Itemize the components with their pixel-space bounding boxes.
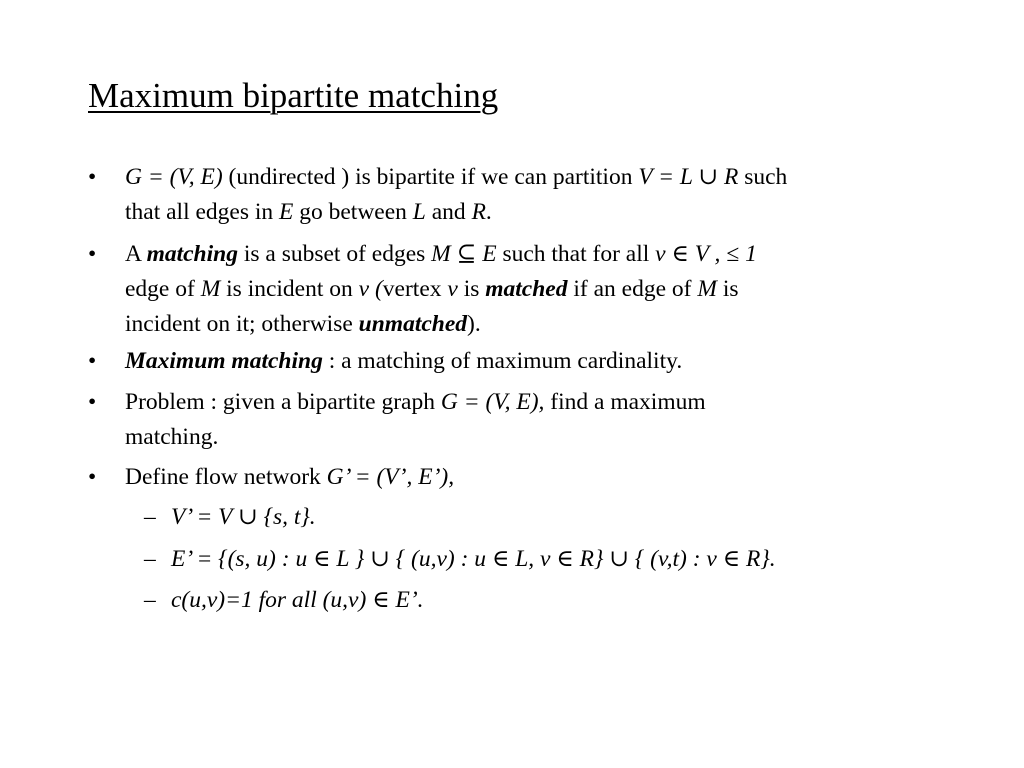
math-expression: v [447,276,458,302]
bullet-marker: • [88,348,97,374]
math-expression: L, v [509,546,557,572]
bullet-text [171,542,951,577]
text-run: ∈ [671,241,689,267]
bullet-text [125,385,935,455]
text-run: is incident on [220,276,359,302]
dash-marker: – [144,546,156,572]
text-run: ∈ [372,587,390,613]
text-run: is a subset of edges [237,241,432,267]
text-run: : a matching of maximum cardinality. [322,348,683,374]
math-expression: G’ = (V’, E’), [326,464,455,490]
text-line [125,420,935,455]
text-line [171,542,951,577]
text-line [125,344,935,379]
bullet-text [125,344,935,379]
math-expression: {s, t}. [257,504,316,530]
text-line [171,583,951,618]
text-line [125,160,935,195]
math-expression: v [655,241,672,267]
math-expression: { (v,t) : v [628,546,723,572]
text-run: ∪ [609,546,629,572]
text-run: is [457,276,486,302]
math-expression: M [697,276,717,302]
bullet-text [125,160,935,230]
bullet-text [125,237,935,342]
math-expression: { (u,v) : u [389,546,492,572]
bullet-marker: • [88,241,97,267]
math-expression: R [471,199,486,225]
math-expression: M [431,241,457,267]
text-line [125,460,935,495]
math-expression: E [476,241,497,267]
text-run: Define flow network [125,464,327,490]
emphasis-term: Maximum matching [125,348,323,374]
math-expression: V’ = V [171,504,238,530]
bullet-text [171,583,951,618]
emphasis-term: matched [485,276,568,302]
text-line [125,272,935,307]
text-run: A [125,241,147,267]
math-expression: R} [573,546,610,572]
text-run: and [425,199,472,225]
text-run: incident on it; otherwise [125,311,359,337]
text-run: Problem : given a bipartite graph [125,389,441,415]
math-expression: G = (V, E), [440,389,545,415]
text-run: ∈ [722,546,741,572]
text-run: edge of [125,276,201,302]
text-line [125,195,935,230]
text-run: ∪ [238,504,258,530]
math-expression: L } [330,546,371,572]
text-run: if an edge of [567,276,698,302]
text-line [125,307,935,342]
bullet-marker: • [88,464,97,490]
math-expression: V = L [638,164,699,190]
text-run: ∈ [491,546,510,572]
text-run: ∈ [556,546,574,572]
text-run: that all edges in [125,199,280,225]
math-expression: R}. [740,546,776,572]
text-line [125,385,935,420]
emphasis-term: unmatched [358,311,468,337]
text-run: ∈ [313,546,331,572]
math-expression: L [412,199,426,225]
bullet-text [171,500,951,535]
text-run: find a maximum [544,389,706,415]
text-run: such that for all [496,241,656,267]
text-run: ∪ [698,164,719,190]
bullet-marker: • [88,389,97,415]
text-run: matching. [125,424,219,450]
math-expression: G = (V, E) [125,164,223,190]
dash-marker: – [144,587,156,613]
text-run: (undirected ) is bipartite if we can partition [222,164,639,190]
emphasis-term: matching [146,241,238,267]
text-line [171,500,951,535]
text-run: ⊆ [456,241,477,267]
math-expression: E’ = {(s, u) : u [171,546,314,572]
math-expression: c(u,v)=1 for all (u,v) [171,587,373,613]
text-run: vertex [382,276,448,302]
text-run: go between [293,199,413,225]
text-run: . [485,199,492,225]
slide-title: Maximum bipartite matching [88,76,499,115]
bullet-marker: • [88,164,97,190]
math-expression: M [200,276,221,302]
math-expression: v ( [358,276,383,302]
math-expression: E’. [389,587,424,613]
text-run: ). [467,311,481,337]
math-expression: R [718,164,739,190]
text-line [125,237,935,272]
math-expression: V , ≤ 1 [688,241,757,267]
dash-marker: – [144,504,156,530]
text-run: ∪ [370,546,390,572]
bullet-text [125,460,935,495]
math-expression: E [279,199,294,225]
text-run: is [716,276,739,302]
text-run: such [738,164,788,190]
